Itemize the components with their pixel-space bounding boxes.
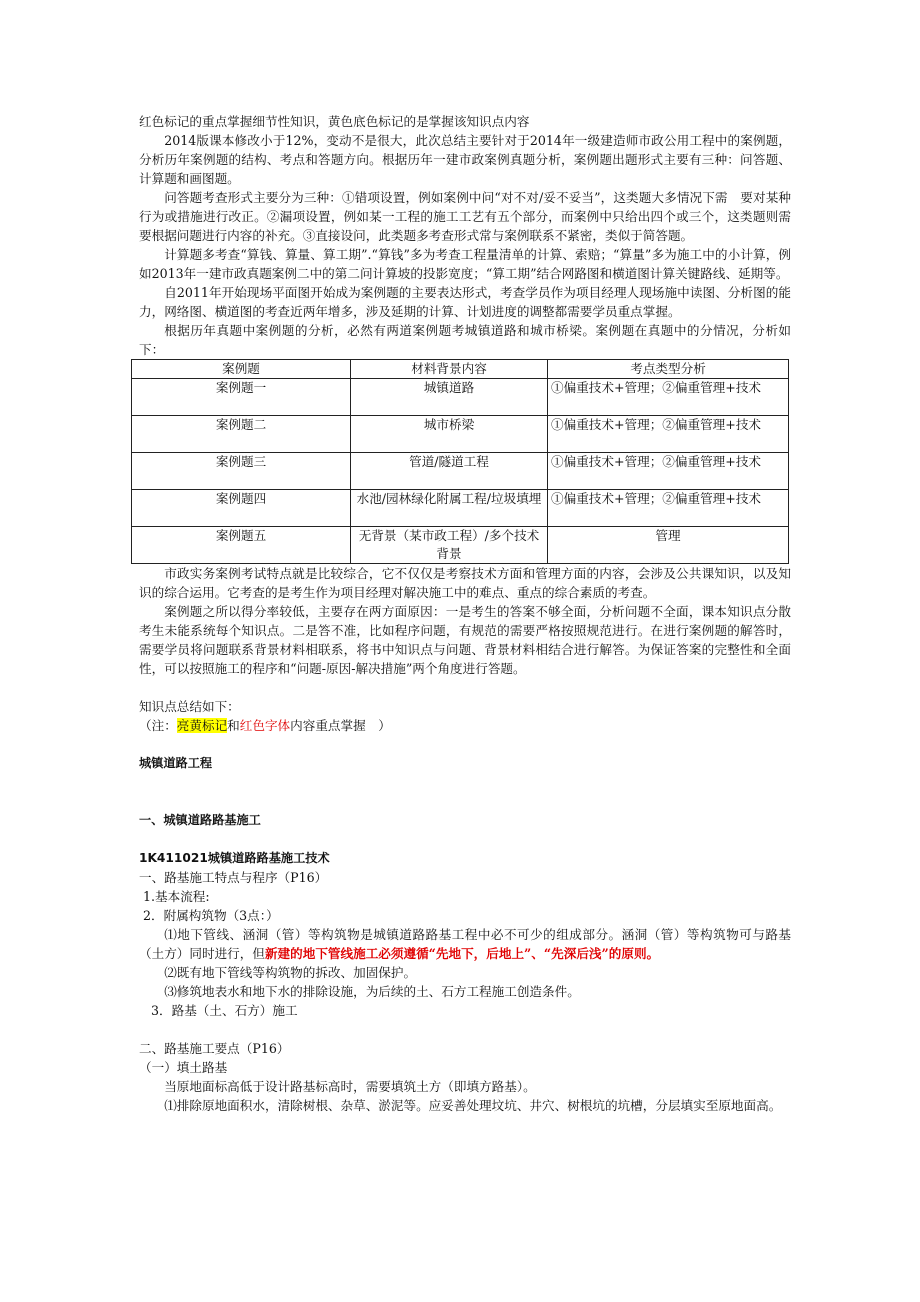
- table-cell: ①偏重技术+管理；②偏重管理+技术: [548, 416, 789, 453]
- heading-2: 1K411021城镇道路路基施工技术: [139, 851, 330, 865]
- table-cell: ①偏重技术+管理；②偏重管理+技术: [548, 490, 789, 527]
- analysis-paragraph-1: 市政实务案例考试特点就是比较综合，它不仅仅是考察技术方面和管理方面的内容，会涉及公共课知识，以及知识的综合运用。它考查的是考生作为项目经理对解决施工中的难点、重点的综合素质的考查。: [139, 566, 791, 600]
- heading-1: 一、城镇道路路基施工: [139, 813, 261, 827]
- table-cell: 水池/园林绿化附属工程/垃圾填埋: [351, 490, 548, 527]
- item-2-1-text: ⑴地下管线、涵洞（管）等构筑物是城镇道路路基工程中必不可少的组成部分。涵洞（管）等构筑物可与路基（土方）同时进行，但: [139, 927, 791, 961]
- subheading-1: 一、路基施工特点与程序（P16）: [139, 870, 328, 885]
- table-cell: 无背景（某市政工程）/多个技术背景: [351, 527, 548, 564]
- table-cell: 案例题四: [132, 490, 351, 527]
- table-header-cell: 考点类型分析: [548, 360, 789, 379]
- note-and: 和: [227, 718, 240, 733]
- table-header-cell: 材料背景内容: [351, 360, 548, 379]
- analysis-paragraph-2: 案例题之所以得分率较低，主要存在两方面原因：一是考生的答案不够全面，分析问题不全面，课本知识点分散考生未能系统每个知识点。二是答不准，比如程序问题，有规范的需要严格按照规范进行。在进行案例题的解答时，需要学员将问题联系背景材料相联系，将书中知识点与问题、背景材料相结合进行解答。为保证答案的完整性和全面性，可以按照施工的程序和“问题-原因-解决措施”两个角度进行答题。: [139, 604, 791, 676]
- intro-paragraph-4: 自2011年开始现场平面图开始成为案例题的主要表达形式，考查学员作为项目经理人现场施中读图、分析图的能力，网络图、横道图的考查近两年增多，涉及延期的计算、计划进度的调整都需要学员重点掌握。: [139, 285, 791, 319]
- list-item-2-3: ⑶修筑地表水和地下水的排除设施，为后续的土、石方工程施工创造条件。: [164, 984, 580, 999]
- table-cell: 案例题三: [132, 453, 351, 490]
- table-cell: ①偏重技术+管理；②偏重管理+技术: [548, 379, 789, 416]
- section-title: 城镇道路工程: [139, 756, 213, 770]
- fill-paragraph-1: 当原地面标高低于设计路基标高时，需要填筑土方（即填方路基）。: [164, 1079, 536, 1094]
- table-row: [132, 490, 789, 527]
- intro-paragraph-1: 2014版课本修改小于12%，变动不是很大，此次总结主要针对于2014年一级建造师市政公用工程中的案例题，分析历年案例题的结构、考点和答题方向。根据历年一建市政案例真题分析，案例题出题形式主要有三种：问答题、计算题和画图题。: [139, 133, 791, 186]
- summary-title: 知识点总结如下：: [139, 699, 240, 714]
- table-cell: 案例题二: [132, 416, 351, 453]
- list-item-1: 1.基本流程:: [143, 889, 210, 904]
- note-open: （注：: [139, 718, 177, 733]
- list-item-2-2: ⑵既有地下管线等构筑物的拆改、加固保护。: [164, 965, 417, 980]
- note-highlight: 亮黄标记: [176, 718, 228, 733]
- note-red: 红色字体: [239, 718, 291, 733]
- intro-paragraph-2: 问答题考查形式主要分为三种：①错项设置，例如案例中问“对不对/妥不妥当”，这类题大多情况下需 要对某种行为或措施进行改正。②漏项设置，例如某一工程的施工工艺有五个部分，而案例中只给出四个或三个，这类题则需要根据问题进行内容的补充。③直接设问，此类题多考查形式常与案例联系不紧密，类似于简答题。: [139, 190, 791, 243]
- table-row: [132, 453, 789, 490]
- table-cell: 城镇道路: [351, 379, 548, 416]
- legend-note: 红色标记的重点掌握细节性知识，黄色底色标记的是掌握该知识点内容: [139, 114, 530, 129]
- list-item-2: 2．附属构筑物（3点：）: [143, 908, 279, 923]
- note-close: 内容重点掌握 ）: [290, 718, 391, 733]
- table-row: [132, 416, 789, 453]
- list-item-3: 3．路基（土、石方）施工: [151, 1003, 298, 1018]
- subheading-2: 二、路基施工要点（P16）: [139, 1041, 290, 1056]
- table-cell: 案例题五: [132, 527, 351, 564]
- fill-paragraph-2: ⑴排除原地面积水，清除树根、杂草、淤泥等。应妥善处理坟坑、井穴、树根坑的坑槽，分层填实至原地面高。: [164, 1098, 782, 1113]
- list-item-2-1: [139, 925, 791, 963]
- table-cell: ①偏重技术+管理；②偏重管理+技术: [548, 453, 789, 490]
- case-table: [131, 359, 789, 564]
- table-header-cell: 案例题: [132, 360, 351, 379]
- document-page: [139, 112, 791, 1115]
- table-cell: 城市桥梁: [351, 416, 548, 453]
- item-2-1-red-text: 新建的地下管线施工必须遵循“先地下，后地上”、“先深后浅”的原则。: [264, 946, 660, 961]
- summary-note: [139, 716, 791, 735]
- table-cell: 案例题一: [132, 379, 351, 416]
- table-header-row: [132, 360, 789, 379]
- fill-subgrade-title: （一）填土路基: [139, 1060, 228, 1075]
- table-row: [132, 379, 789, 416]
- table-cell: 管理: [548, 527, 789, 564]
- table-row: [132, 527, 789, 564]
- table-cell: 管道/隧道工程: [351, 453, 548, 490]
- intro-paragraph-3: 计算题多考查“算钱、算量、算工期”.“算钱”多为考查工程量清单的计算、索赔；“算量”多为施工中的小计算，例如2013年一建市政真题案例二中的第二问计算坡的投影宽度；“算工期”结合网路图和横道图计算关键路线、延期等。: [139, 247, 791, 281]
- intro-paragraph-5: 根据历年真题中案例题的分析，必然有两道案例题考城镇道路和城市桥梁。案例题在真题中的分情况，分析如下：: [139, 323, 791, 357]
